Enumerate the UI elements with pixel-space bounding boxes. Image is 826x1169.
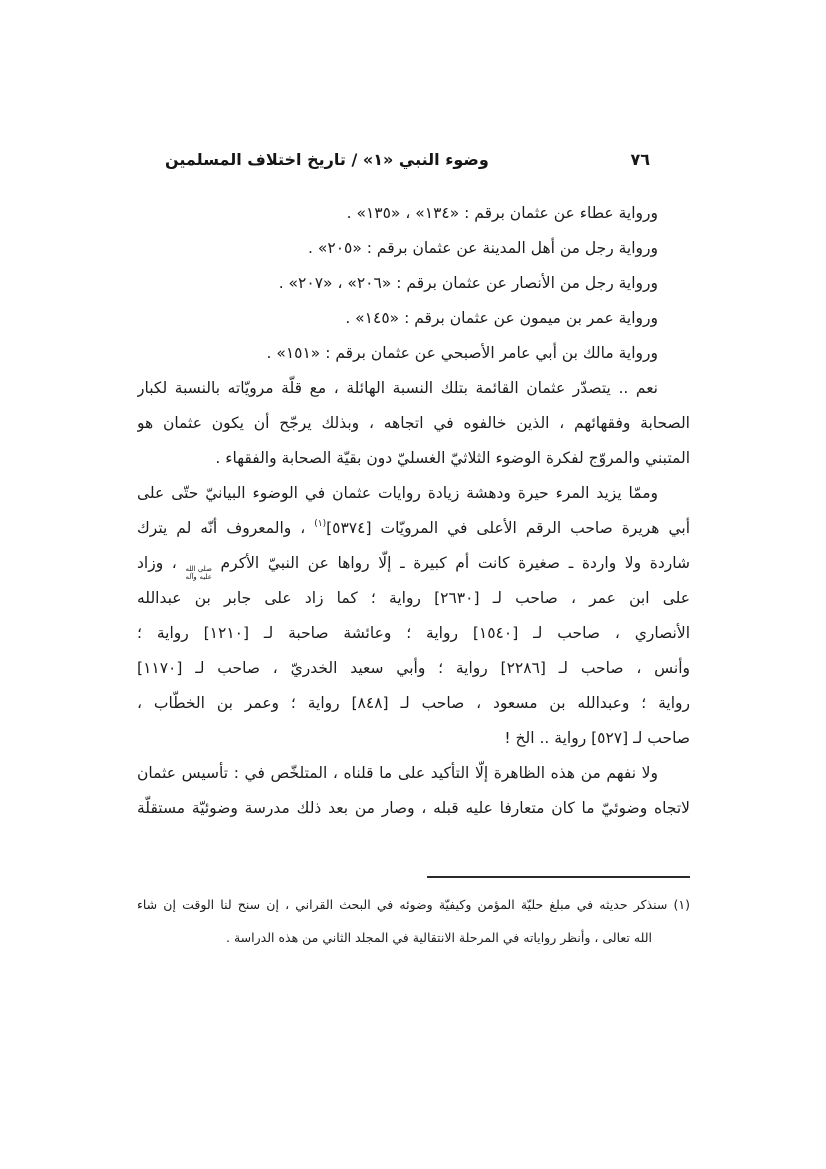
- body-text-segment: أبي هريرة صاحب الرقم الأعلى في المرويّات [٥٣٧٤]: [326, 519, 690, 537]
- running-head-title: وضوء النبي «١» / تاريخ اختلاف المسلمين: [165, 150, 489, 169]
- body-line: رواية ؛ وعبدالله بن مسعود ، صاحب لـ [٨٤٨] رواية ؛ وعمر بن الخطّاب ،: [137, 694, 690, 712]
- page-header: [0, 150, 826, 176]
- narration-line: ورواية رجل من أهل المدينة عن عثمان برقم : «٢٠٥» .: [308, 239, 658, 257]
- body-text-segment: شاردة ولا واردة ـ صغيرة كانت أم كبيرة ـ إلّا رواها عن النبيّ الأكرم: [211, 554, 690, 572]
- salawat-top: صلى الله: [185, 565, 212, 573]
- body-line: ولا نفهم من هذه الظاهرة إلّا التأكيد على ما قلناه ، المتلخّص في : تأسيس عثمان: [137, 764, 658, 782]
- salawat-calligraphy-mark: [185, 565, 211, 581]
- footnote-ref-marker: (١): [314, 519, 327, 529]
- body-line: نعم .. يتصدّر عثمان القائمة بتلك النسبة الهائلة ، مع قلّة مرويّاته بالنسبة لكبار: [137, 379, 658, 397]
- footnote-line: الله تعالى ، وأنظر رواياته في المرحلة الانتقالية في المجلد الثاني من هذه الدراسة .: [226, 930, 652, 945]
- salawat-bottom: عليه وآله: [185, 573, 212, 581]
- body-line: المتبني والمروّج لفكرة الوضوء الثلاثيّ الغسليّ دون بقيّة الصحابة والفقهاء .: [215, 449, 690, 467]
- narration-line: ورواية عمر بن ميمون عن عثمان برقم : «١٤٥» .: [345, 309, 658, 327]
- body-text-segment: ، وزاد: [137, 554, 186, 572]
- body-line: الأنصاري ، صاحب لـ [١٥٤٠] رواية ؛ وعائشة صاحبة لـ [١٢١٠] رواية ؛: [137, 624, 690, 642]
- body-line: الصحابة وفقهائهم ، الذين خالفوه في اتجاهه ، وبذلك يرجّح أن يكون عثمان هو: [137, 414, 690, 432]
- footnote-line: (١) سنذكر حديثه في مبلغ حليّة المؤمن وكيفيّة وضوئه في البحث القراني ، إن سنح لنا الوقت إن شاء: [137, 897, 690, 912]
- body-line: لاتجاه وضوئيّ ما كان متعارفا عليه قبله ، وصار من بعد ذلك مدرسة وضوئيّة مستقلّة: [137, 799, 690, 817]
- footnote-separator: [427, 876, 690, 878]
- body-line: وممّا يزيد المرء حيرة ودهشة زيادة روايات عثمان في الوضوء البيانيّ حتّى على: [137, 484, 658, 502]
- body-line: [137, 511, 690, 546]
- body-text-segment: ، والمعروف أنّه لم يترك: [137, 519, 315, 537]
- narration-line: ورواية عطاء عن عثمان برقم : «١٣٤» ، «١٣٥» .: [346, 204, 658, 222]
- body-line: صاحب لـ [٥٢٧] رواية .. الخ !: [504, 729, 690, 747]
- body-line: على ابن عمر ، صاحب لـ [٢٦٣٠] رواية ؛ كما زاد على جابر بن عبدالله: [137, 589, 690, 607]
- body-line: [137, 546, 690, 581]
- body-line: وأنس ، صاحب لـ [٢٢٨٦] رواية ؛ وأبي سعيد الخدريّ ، صاحب لـ [١١٧٠]: [137, 659, 690, 677]
- page-number: ٧٦: [630, 150, 650, 169]
- footnote-block: [137, 888, 690, 954]
- narration-line: ورواية مالك بن أبي عامر الأصبحي عن عثمان برقم : «١٥١» .: [266, 344, 658, 362]
- text-block: [137, 196, 690, 826]
- narration-line: ورواية رجل من الأنصار عن عثمان برقم : «٢٠٦» ، «٢٠٧» .: [278, 274, 658, 292]
